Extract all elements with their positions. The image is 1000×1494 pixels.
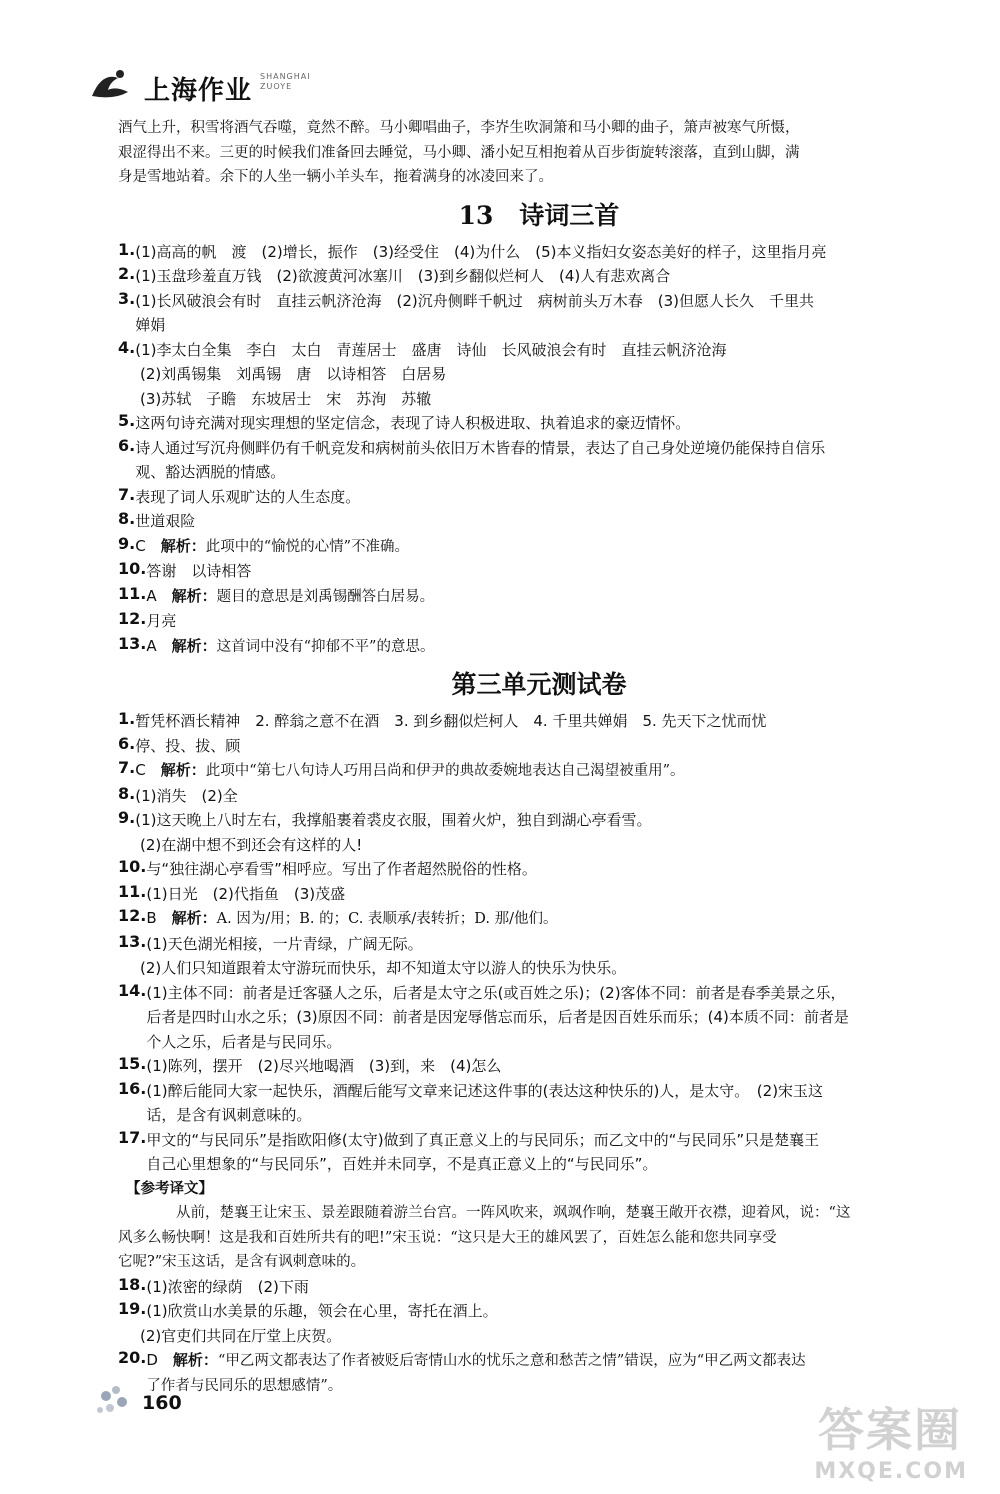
answer-number: 19. — [118, 1299, 147, 1318]
answer-body — [146, 1079, 960, 1128]
answer-number: 11. — [118, 881, 147, 901]
analysis-text: 了作者与民同乐的思想感情”。 — [146, 1377, 343, 1394]
answer-item — [118, 634, 960, 660]
analysis-text: A. 因为/用；B. 的；C. 表顺承/表转折；D. 那/他们。 — [216, 911, 558, 927]
answer-body — [146, 932, 960, 957]
answer-line: 自己心里想象的“与民同乐”，百姓并未同享，不是真正意义上的“与民同乐”。 — [146, 1155, 658, 1173]
answer-item — [118, 758, 960, 784]
answer-body — [146, 981, 960, 1055]
answer-line: (1)欣赏山水美景的乐趣，领会在心里，寄托在酒上。 — [146, 1302, 498, 1320]
intro-line: 身是雪地站着。余下的人坐一辆小羊头车，拖着满身的冰凌回来了。 — [118, 169, 553, 185]
answer-item — [118, 857, 960, 882]
answer-body — [135, 534, 960, 560]
answer-body — [135, 509, 960, 534]
answer-item — [118, 833, 960, 858]
answer-item — [118, 1324, 960, 1349]
answer-number: 12. — [118, 906, 147, 925]
unit-test-answers — [118, 709, 960, 1398]
answer-line: (1)天色湖光相接，一片青绿，广阔无际。 — [146, 934, 423, 953]
spacer — [158, 1351, 173, 1369]
answer-item — [118, 932, 960, 957]
answer-body — [135, 709, 960, 734]
answer-choice: C — [135, 536, 146, 555]
answer-line: 暂凭杯酒长精神 2. 醉翁之意不在酒 3. 到乡翻似烂柯人 4. 千里共婵娟 5. 先天下之忧而忧 — [135, 712, 767, 730]
answer-line — [135, 534, 960, 560]
answer-line: 诗人通过写沉舟侧畔仍有千帆竞发和病树前头依旧万木皆春的情景，表达了自己身处逆境仍能保持自信乐 — [135, 438, 826, 457]
analysis-label: 解析： — [160, 761, 206, 779]
answer-body — [146, 559, 960, 584]
unit-test-title: 第三单元测试卷 — [451, 670, 627, 699]
header — [88, 62, 348, 112]
analysis-label: 解析： — [171, 636, 217, 655]
answer-line — [146, 634, 960, 660]
answer-choice: B — [146, 909, 157, 927]
answer-body — [146, 1128, 960, 1177]
answer-body — [135, 289, 960, 338]
answer-line: (3)苏轼 子瞻 东坡居士 宋 苏洵 苏辙 — [140, 389, 432, 408]
answer-body — [135, 485, 960, 510]
answer-line: (2)官吏们共同在厅堂上庆贺。 — [140, 1326, 342, 1345]
answer-body — [140, 956, 960, 981]
answer-item — [118, 1275, 960, 1300]
watermark-url: MXQE.COM — [814, 1459, 968, 1484]
answer-line: (1)长风破浪会有时 直挂云帆济沧海 (2)沉舟侧畔千帆过 病树前头万木春 (3)但愿人长久 千里共 — [135, 291, 814, 310]
answer-number: 3. — [118, 288, 136, 308]
answer-line: 后者是四时山水之乐；(3)原因不同：前者是因宠辱偕忘而乐，后者是因百姓乐而乐；(4)本质不同：前者是 — [146, 1008, 849, 1026]
logo-title: 上海作业 — [144, 76, 253, 106]
answer-line: (1)浓密的绿荫 (2)下雨 — [146, 1277, 309, 1296]
analysis-label: 解析： — [160, 536, 206, 555]
answer-body — [135, 411, 960, 436]
answer-number: 8. — [118, 509, 136, 528]
answer-item — [118, 387, 960, 412]
analysis-label: 解析： — [172, 1351, 218, 1369]
answer-body — [140, 833, 960, 858]
answer-line: (1)日光 (2)代指鱼 (3)茂盛 — [146, 884, 346, 903]
answer-number: 11. — [118, 583, 147, 603]
answer-line: (2)在湖中想不到还会有这样的人! — [140, 835, 363, 854]
answer-body — [135, 734, 960, 759]
answer-line: 话，是含有讽刺意味的。 — [146, 1106, 312, 1124]
answer-body — [135, 758, 960, 784]
answer-number: 16. — [118, 1078, 147, 1098]
reference-line: 风多么畅快啊！这是我和百姓所共有的吧!”宋玉说：“这只是大王的雄风罢了，百姓怎么能和您共同享受 — [118, 1229, 777, 1246]
analysis-label: 解析： — [171, 586, 217, 605]
answer-number: 14. — [118, 980, 147, 1000]
answer-number: 7. — [118, 484, 136, 504]
answer-choice: A — [146, 586, 157, 605]
answer-body — [135, 808, 960, 833]
answer-number: 10. — [118, 559, 147, 578]
answer-choice: A — [146, 636, 157, 655]
answer-number: 1. — [118, 709, 136, 728]
answer-line: 与“独往湖心亭看雪”相呼应。写出了作者超然脱俗的性格。 — [146, 860, 537, 878]
answer-item — [118, 289, 960, 338]
answer-choice: C — [135, 761, 146, 779]
answer-number: 20. — [118, 1348, 147, 1367]
analysis-text: “甲乙两文都表达了作者被贬后寄情山水的忧乐之意和愁苦之情”错误，应为“甲乙两文都表达 — [217, 1353, 806, 1369]
answer-number: 10. — [118, 857, 147, 876]
spacer — [146, 761, 161, 779]
answer-line — [146, 584, 960, 610]
logo-subtitle: SHANGHAI ZUOYE — [260, 72, 311, 91]
intro-line: 艰涩得出不来。三更的时候我们准备回去睡觉，马小卿、潘小妃互相抱着从百步街旋转滚落，直到山脚，满 — [118, 144, 800, 161]
answer-number: 15. — [118, 1054, 147, 1073]
reference-line: 它呢?”宋玉这话，是含有讽刺意味的。 — [118, 1254, 366, 1270]
answer-body — [135, 240, 960, 265]
answer-line: 甲文的“与民同乐”是指欧阳修(太守)做到了真正意义上的与民同乐；而乙文中的“与民同乐”只是楚襄王 — [146, 1130, 820, 1149]
answer-body — [135, 784, 960, 809]
answer-body — [140, 362, 960, 387]
answer-number: 8. — [118, 783, 136, 803]
answer-content — [118, 116, 960, 1398]
answer-line: (1)玉盘珍羞直万钱 (2)欲渡黄河冰塞川 (3)到乡翻似烂柯人 (4)人有悲欢离合 — [135, 267, 671, 285]
answer-number: 9. — [118, 808, 136, 827]
answer-body — [146, 1299, 960, 1324]
answer-line: 表现了词人乐观旷达的人生态度。 — [135, 487, 361, 506]
answer-body — [146, 634, 960, 660]
answer-line: 答谢 以诗相答 — [146, 562, 252, 580]
answer-item — [118, 584, 960, 610]
answer-number: 5. — [118, 411, 136, 430]
answer-item — [118, 734, 960, 759]
answer-item — [118, 485, 960, 510]
answer-line: (1)醉后能同大家一起快乐，酒醒后能写文章来记述这件事的(表达这种快乐的)人，是太守。 (2)宋玉这 — [146, 1081, 824, 1100]
answer-number: 4. — [118, 337, 136, 357]
intro-line: 酒气上升，积雪将酒气吞噬，竟然不醉。马小卿唱曲子，李岕生吹洞箫和马小卿的曲子，箫声被寒气所慑， — [118, 120, 800, 136]
answer-number: 2. — [118, 264, 136, 283]
reference-line: 从前，楚襄王让宋玉、景差跟随着游兰台宫。一阵风吹来，飒飒作响，楚襄王敞开衣襟，迎着风，说：“这 — [176, 1205, 851, 1221]
answer-number: 7. — [118, 758, 136, 777]
answer-line — [146, 906, 960, 932]
answer-line: (1)陈列，摆开 (2)尽兴地喝酒 (3)到，来 (4)怎么 — [146, 1057, 502, 1075]
answer-number: 12. — [118, 609, 147, 628]
answer-body — [146, 906, 960, 932]
answer-body — [146, 584, 960, 610]
logo-icon — [88, 66, 132, 106]
answer-item — [118, 784, 960, 809]
answer-line: 这两句诗充满对现实理想的坚定信念，表现了诗人积极进取、执着追求的豪迈情怀。 — [135, 414, 691, 432]
answer-item — [118, 338, 960, 363]
reference-translation — [118, 1177, 960, 1275]
answer-choice: D — [146, 1351, 158, 1369]
analysis-text: 这首词中没有“抑郁不平”的意思。 — [216, 638, 435, 655]
answer-item — [118, 534, 960, 560]
answer-line: (1)消失 (2)全 — [135, 786, 238, 805]
answer-line: 婵娟 — [135, 316, 166, 334]
answer-line: 世道艰险 — [135, 512, 196, 530]
watermark-logo: 答案圈 — [818, 1403, 962, 1457]
answer-item — [118, 609, 960, 634]
answer-line — [135, 758, 960, 784]
spacer — [157, 909, 172, 927]
answer-line: (2)人们只知道跟着太守游玩而快乐，却不知道太守以游人的快乐为快乐。 — [140, 959, 627, 977]
answer-item — [118, 411, 960, 436]
answer-item — [118, 509, 960, 534]
analysis-text: 此项中“第七八句诗人巧用吕尚和伊尹的典故委婉地表达自己渴望被重用”。 — [205, 763, 685, 779]
answer-number: 18. — [118, 1274, 147, 1294]
answer-body — [146, 1275, 960, 1300]
answer-item — [118, 882, 960, 907]
analysis-label: 解析： — [171, 909, 217, 927]
reference-heading: 【参考译文】 — [126, 1179, 213, 1197]
answer-line: 月亮 — [146, 612, 177, 630]
answer-item — [118, 362, 960, 387]
answer-line: 个人之乐，后者是与民同乐。 — [146, 1032, 342, 1051]
section-13-answers — [118, 240, 960, 660]
answer-line: (1)高高的帆 渡 (2)增长，振作 (3)经受住 (4)为什么 (5)本义指妇女姿态美好的样子，这里指月亮 — [135, 242, 827, 261]
answer-body — [146, 882, 960, 907]
answer-body — [140, 1324, 960, 1349]
spacer — [157, 637, 172, 655]
answer-number: 9. — [118, 533, 136, 553]
answer-line — [146, 1348, 960, 1374]
answer-item — [118, 808, 960, 833]
answer-line: 停、投、拔、顾 — [135, 736, 241, 755]
answer-body — [140, 387, 960, 412]
analysis-text: 此项中的“愉悦的心情”不准确。 — [205, 538, 410, 555]
answer-item — [118, 1079, 960, 1128]
answer-line: (1)李太白全集 李白 太白 青莲居士 盛唐 诗仙 长风破浪会有时 直挂云帆济沧海 — [135, 340, 727, 359]
answer-item — [118, 709, 960, 734]
answer-item — [118, 1299, 960, 1324]
watermark — [768, 1394, 968, 1484]
answer-number: 13. — [118, 931, 147, 951]
answer-line: (2)刘禹锡集 刘禹锡 唐 以诗相答 白居易 — [140, 365, 447, 383]
answer-item — [118, 240, 960, 265]
answer-item — [118, 1054, 960, 1079]
flower-decoration-icon — [92, 1380, 138, 1426]
answer-item — [118, 559, 960, 584]
answer-number: 17. — [118, 1127, 147, 1147]
answer-item — [118, 906, 960, 932]
answer-line: (1)这天晚上八时左右，我撑船裹着裘皮衣服，围着火炉，独自到湖心亭看雪。 — [135, 811, 652, 829]
answer-body — [146, 1054, 960, 1079]
answer-number: 1. — [118, 239, 136, 259]
answer-number: 6. — [118, 435, 136, 455]
answer-line: 观、豁达洒脱的情感。 — [135, 463, 286, 481]
spacer — [157, 587, 172, 605]
footer — [92, 1380, 352, 1430]
answer-item — [118, 264, 960, 289]
answer-body — [146, 857, 960, 882]
answer-body — [135, 264, 960, 289]
answer-body — [135, 436, 960, 485]
answer-body — [135, 338, 960, 363]
answer-body — [146, 609, 960, 634]
analysis-text: 题目的意思是刘禹锡酬答白居易。 — [216, 588, 435, 605]
answer-number: 13. — [118, 633, 147, 653]
answer-item — [118, 1128, 960, 1177]
answer-line: (1)主体不同：前者是迁客骚人之乐，后者是太守之乐(或百姓之乐)；(2)客体不同：前者是春季美景之乐， — [146, 983, 846, 1002]
spacer — [146, 537, 161, 555]
section-13-title: 13 诗词三首 — [458, 200, 620, 230]
answer-item — [118, 436, 960, 485]
answer-number: 6. — [118, 733, 136, 753]
page-number: 160 — [142, 1392, 182, 1414]
answer-item — [118, 981, 960, 1055]
answer-item — [118, 956, 960, 981]
intro-paragraph — [118, 116, 960, 190]
